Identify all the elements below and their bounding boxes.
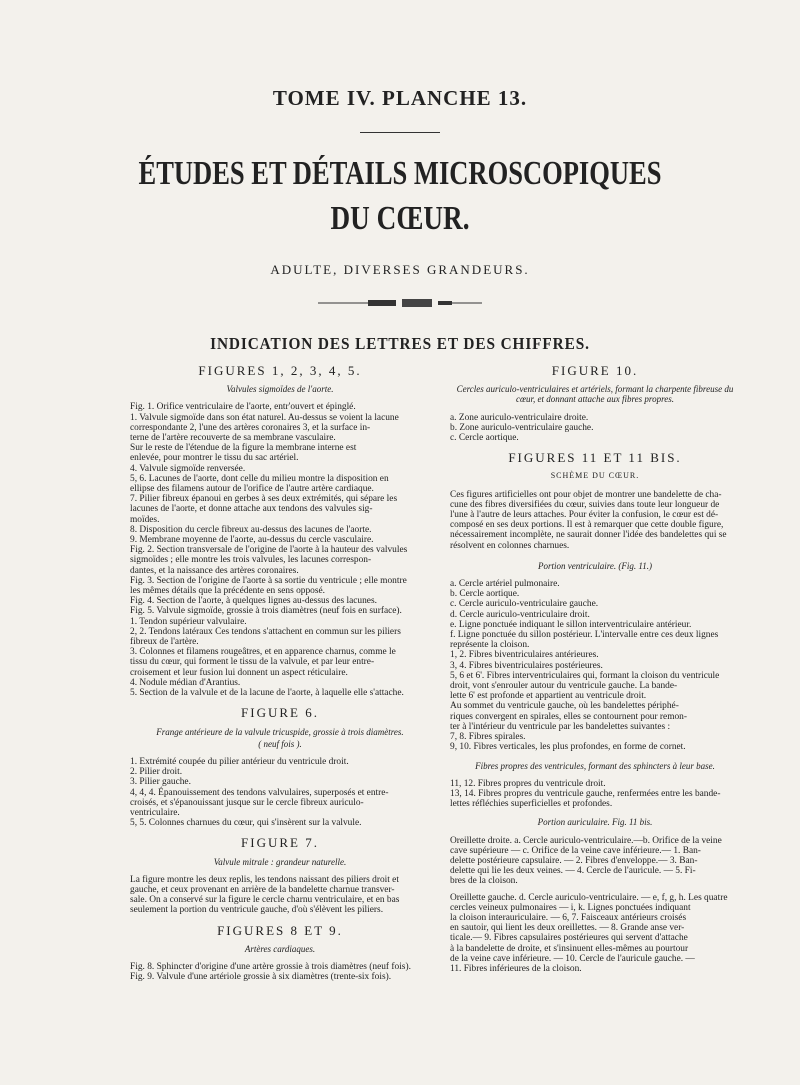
text-line: 2, 2. Tendons latéraux Ces tendons s'attachent en commun sur les piliers xyxy=(130,626,401,637)
text-line: 3, 4. Fibres biventriculaires postérieures. xyxy=(450,660,603,671)
text-line: composé en ses deux portions. Il est à remarquer que cette double figure, xyxy=(450,520,724,531)
text-line: 4. Valvule sigmoïde renversée. xyxy=(130,463,246,474)
text-line: dantes, et la naissance des artères coronaires. xyxy=(130,565,299,576)
text-line: croisés, et s'épanouissant jusque sur le cercle fibreux auriculo- xyxy=(130,797,364,808)
text-line: droit, vont s'enrouler autour du ventricule gauche. La bande- xyxy=(450,681,678,692)
text-line: moïdes. xyxy=(130,514,160,525)
text-line: croisement et leur fusion lui donnent un aspect réticulaire. xyxy=(130,667,348,678)
text-line: 5, 6. Lacunes de l'aorte, dont celle du milieu montre la disposition en xyxy=(130,473,389,484)
text-line: lacunes de l'aorte, et donne attache aux tendons des valvules sig- xyxy=(130,504,373,515)
fig11-schema: SCHÈME DU CŒUR. xyxy=(550,471,640,481)
text-line: Oreillette gauche. d. Cercle auriculo-ventriculaire. — e, f, g, h. Les quatre xyxy=(450,892,728,903)
text-line: Fig. 8. Sphincter d'origine d'une artère grossie à trois diamètres (neuf fois). xyxy=(130,961,411,972)
tome-heading: TOME IV. PLANCHE 13. xyxy=(272,86,528,110)
text-line: Fig. 4. Section de l'aorte, à quelques lignes au-dessus des lacunes. xyxy=(130,596,377,607)
text-line: 3. Pilier gauche. xyxy=(130,777,191,788)
text-line: riques convergent en spirales, elles se contournent pour remon- xyxy=(450,711,687,722)
text-line: 2. Pilier droit. xyxy=(130,767,183,778)
text-line: a. Zone auriculo-ventriculaire droite. xyxy=(450,412,589,423)
text-line: ter à l'intérieur du ventricule par les bandelettes suivantes : xyxy=(450,721,671,732)
fibres-propres-heading: Fibres propres des ventricules, formant des sphincters à leur base. xyxy=(475,760,715,771)
propres-list xyxy=(450,779,740,810)
text-line: 4. Nodule médian d'Arantius. xyxy=(130,677,241,688)
text-line: ellipse des filamens autour de l'orifice de l'autre artère cardiaque. xyxy=(130,484,374,495)
text-line: 11, 12. Fibres propres du ventricule droit. xyxy=(450,778,606,789)
text-line: enlevée, pour montrer le tissu du sac artériel. xyxy=(130,453,299,464)
text-line: Au sommet du ventricule gauche, où les bandelettes périphé- xyxy=(450,701,679,712)
text-line: ticale.— 9. Fibres capsulaires postérieures qui servent d'attache xyxy=(450,933,688,944)
text-line: 1. Tendon supérieur valvulaire. xyxy=(130,616,247,627)
text-line: f. Ligne ponctuée du sillon postérieur. L'intervalle entre ces deux lignes xyxy=(450,630,719,641)
text-line: cercles veineux pulmonaires — i, k. Lignes ponctuées indiquant xyxy=(450,902,691,913)
text-line: résolvent en colonnes charnues. xyxy=(450,540,570,551)
page-subtitle: ADULTE, DIVERSES GRANDEURS. xyxy=(270,262,530,277)
fig1-list xyxy=(130,402,430,698)
fig11-text xyxy=(450,490,740,551)
text-line: 8. Disposition du cercle fibreux au-dessus des lacunes de l'aorte. xyxy=(130,524,372,535)
text-line: sale. On a conservé sur la figure le cercle charnu ventriculaire, et en bas xyxy=(130,895,400,906)
fig7-text xyxy=(130,875,430,916)
text-line: delette qui lie les deux veines. — 4. Cercle de l'auricule. — 5. Fi- xyxy=(450,866,696,877)
text-line: Fig. 5. Valvule sigmoïde, grossie à trois diamètres (neuf fois en surface). xyxy=(130,606,402,617)
text-line: 1. Valvule sigmoïde dans son état naturel. Au-dessus se voient la lacune xyxy=(130,412,399,423)
text-line: Fig. 2. Section transversale de l'origine de l'aorte à la hauteur des valvules xyxy=(130,545,408,556)
text-line: La figure montre les deux replis, les tendons naissant des piliers droit et xyxy=(130,874,399,885)
text-line: 7, 8. Fibres spirales. xyxy=(450,732,526,743)
page-title-line2: DU CŒUR. xyxy=(330,200,470,237)
text-line: les mêmes détails que la précédente en sens opposé. xyxy=(130,586,325,597)
text-line: 9, 10. Fibres verticales, les plus profondes, en forme de cornet. xyxy=(450,742,686,753)
fig1-heading: FIGURES 1, 2, 3, 4, 5. xyxy=(198,363,362,378)
right-column xyxy=(450,356,740,974)
fig6-subheading: Frange antérieure de la valvule tricuspide, grossie à trois diamètres. xyxy=(156,726,404,737)
text-line: 7. Pilier fibreux épanoui en gerbes à ses deux extrémités, qui sépare les xyxy=(130,494,398,505)
section-heading: INDICATION DES LETTRES ET DES CHIFFRES. xyxy=(210,334,590,353)
ventric-list xyxy=(450,579,740,752)
fig89-heading: FIGURES 8 ET 9. xyxy=(217,922,343,938)
text-line: 11. Fibres inférieures de la cloison. xyxy=(450,963,582,974)
text-line: ventriculaire. xyxy=(130,807,180,818)
fig1-subheading: Valvules sigmoïdes de l'aorte. xyxy=(226,384,334,395)
fig10-subheading: Cercles auriculo-ventriculaires et artériels, formant la charpente fibreuse du cœur, et donnant attache aux fibres propres. xyxy=(456,384,734,405)
oreillette-gauche-text xyxy=(450,893,740,975)
text-line: gauche, et ceux provenant en arrière de la bandelette charnue transver- xyxy=(130,884,395,895)
text-line: en sautoir, qui lient les deux oreillettes. — 8. Grande anse ver- xyxy=(450,923,685,934)
text-line: correspondante 2, l'une des artères coronaires 3, et la surface in- xyxy=(130,422,371,433)
text-line: 9. Membrane moyenne de l'aorte, au-dessus du cercle vasculaire. xyxy=(130,535,374,546)
text-line: c. Cercle aortique. xyxy=(450,433,519,444)
fig89-subheading: Artères cardiaques. xyxy=(244,943,316,954)
ornament-divider xyxy=(318,296,482,310)
fig11-heading: FIGURES 11 ET 11 BIS. xyxy=(508,450,682,466)
text-line: représente la cloison. xyxy=(450,640,530,651)
text-line: Fig. 3. Section de l'origine de l'aorte à sa sortie du ventricule ; elle montre xyxy=(130,575,407,586)
text-line: c. Cercle auriculo-ventriculaire gauche. xyxy=(450,599,599,610)
text-line: l'une à l'autre de leurs attaches. Pour éviter la confusion, le cœur est dé- xyxy=(450,510,719,521)
fig6-subheading-2: ( neuf fois ). xyxy=(258,738,302,749)
text-line: Ces figures artificielles ont pour objet de montrer une bandelette de cha- xyxy=(450,489,722,500)
fig10-list xyxy=(450,413,740,444)
text-line: 5, 6 et 6'. Fibres interventriculaires qui, formant la cloison du ventricule xyxy=(450,670,720,681)
fig89-list xyxy=(130,962,430,982)
text-line: sigmoïdes ; elle montre les trois valvules, les lacunes correspon- xyxy=(130,555,372,566)
divider-rule xyxy=(360,132,440,133)
text-line: Oreillette droite. a. Cercle auriculo-ventriculaire.—b. Orifice de la veine xyxy=(450,835,722,846)
fig10-heading: FIGURE 10. xyxy=(551,363,639,378)
fig6-heading: FIGURE 6. xyxy=(241,705,319,721)
text-line: 1, 2. Fibres biventriculaires antérieures. xyxy=(450,650,599,661)
portion-auriculaire-heading: Portion auriculaire. Fig. 11 bis. xyxy=(537,817,653,828)
fig6-list xyxy=(130,757,430,828)
text-line: 4, 4, 4. Épanouissement des tendons valvulaires, superposés et entre- xyxy=(130,787,389,798)
text-line: b. Zone auriculo-ventriculaire gauche. xyxy=(450,422,594,433)
text-line: de la veine cave inférieure. — 10. Cercle de l'auricule gauche. — xyxy=(450,953,695,964)
text-line: cune des fibres diversifiées du cœur, suivies dans toute leur longueur de xyxy=(450,499,720,510)
oreillette-droite-text xyxy=(450,836,740,887)
text-line: terne de l'artère recouverte de sa membrane vasculaire. xyxy=(130,433,336,444)
fig7-heading: FIGURE 7. xyxy=(241,835,319,851)
text-line: 1. Extrémité coupée du pilier antérieur du ventricule droit. xyxy=(130,756,349,767)
text-line: fibreux de l'artère. xyxy=(130,637,199,648)
text-line: Sur le reste de l'étendue de la figure la membrane interne est xyxy=(130,443,357,454)
text-line: delette postérieure capsulaire. — 2. Fibres d'enveloppe.— 3. Ban- xyxy=(450,855,698,866)
portion-ventriculaire-heading: Portion ventriculaire. (Fig. 11.) xyxy=(538,560,652,571)
page-title-line1: ÉTUDES ET DÉTAILS MICROSCOPIQUES xyxy=(138,155,662,192)
text-line: 3. Colonnes et filamens rougeâtres, et en apparence charnus, comme le xyxy=(130,647,396,658)
text-line: Fig. 1. Orifice ventriculaire de l'aorte, entr'ouvert et épinglé. xyxy=(130,402,356,413)
text-line: d. Cercle auriculo-ventriculaire droit. xyxy=(450,609,590,620)
fig7-subheading: Valvule mitrale : grandeur naturelle. xyxy=(213,856,347,867)
text-line: la cloison interauriculaire. — 6, 7. Faisceaux antérieurs croisés xyxy=(450,912,687,923)
text-line: à la bandelette de droite, et s'insinuent elles-mêmes au pourtour xyxy=(450,943,689,954)
left-column xyxy=(130,356,430,982)
text-line: cave supérieure — c. Orifice de la veine cave inférieure.— 1. Ban- xyxy=(450,845,701,856)
text-line: 5. Section de la valvule et de la lacune de l'aorte, à laquelle elle s'attache. xyxy=(130,688,404,699)
text-line: bres de la cloison. xyxy=(450,876,518,887)
text-line: a. Cercle artériel pulmonaire. xyxy=(450,579,560,590)
text-line: lette 6' est profonde et appartient au ventricule droit. xyxy=(450,691,647,702)
text-line: nécessairement incomplète, ne saurait donner l'idée des bandelettes qui se xyxy=(450,530,727,541)
text-line: seulement la portion du ventricule gauche, d'où s'élèvent les piliers. xyxy=(130,905,384,916)
text-line: 13, 14. Fibres propres du ventricule gauche, renfermées entre les bande- xyxy=(450,788,721,799)
text-line: b. Cercle aortique. xyxy=(450,589,520,600)
text-line: e. Ligne ponctuée indiquant le sillon interventriculaire antérieur. xyxy=(450,619,692,630)
text-line: lettes réfléchies superficielles et profondes. xyxy=(450,799,613,810)
text-line: Fig. 9. Valvule d'une artériole grossie à six diamètres (trente-six fois). xyxy=(130,972,392,983)
text-line: tissu du cœur, qui forment le tissu de la valvule, et par leur entre- xyxy=(130,657,375,668)
text-line: 5, 5. Colonnes charnues du cœur, qui s'insèrent sur la valvule. xyxy=(130,818,362,829)
